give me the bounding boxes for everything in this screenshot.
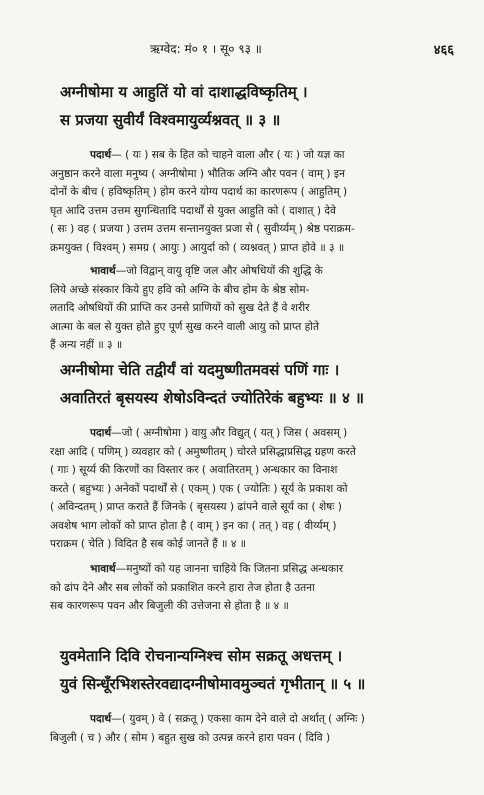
running-title: ऋग्वेद: मं० १ । सू० ९३ ॥ [150,42,262,56]
padarth-3-line: पदार्थ— ( यः ) सब के हित को चाहने वाला और ( यः ) जो यज्ञ का [90,149,345,161]
padarth-5 [50,710,460,747]
padarth-3-line: ( सः ) वह ( प्रजया ) उत्तम उत्तम सन्तानयुक्त प्रजा से ( सुवीर्य्यम् ) श्रेष्ठ पराक्रम- [50,223,355,235]
padarth-4-line: रक्षा आदि ( पणिम् ) व्यवहार को ( अमुष्णीतम् ) चोरते प्रसिद्धाप्रसिद्ध ग्रहण करते [50,445,356,458]
padarth-3-line: अनुष्ठान करने वाला मनुष्य ( अग्नीषोमा ) भौतिक अग्नि और पवन ( वाम् ) इन [50,167,345,180]
bhavarth-4 [50,560,460,616]
padarth-4 [50,424,460,554]
bhavarth-label: भावार्थ [90,265,116,277]
padarth-3-line: क्रमयुक्त ( विश्वम् ) समग्र ( आयुः ) आयुर्दा को ( व्यश्नवत् ) प्राप्त होवे ॥ ३ ॥ [50,241,345,254]
bhavarth-3-line: भावार्थ—जो विद्वान् वायु वृष्टि जल और ओषधियों की शुद्धि के [90,265,323,277]
bhavarth-4-line: भावार्थ—मनुष्यों को यह जानना चाहिये कि जितना प्रसिद्ध अन्धकार [90,563,344,575]
page-number: ४६६ [433,43,454,58]
mantra-3 [50,78,460,134]
page-header [0,40,484,60]
padarth-3-line: घृत आदि उत्तम उत्तम सुगन्धितादि पदार्थों से युक्त आहुति को ( दाशात् ) देवे [50,204,336,217]
padarth-3 [50,146,460,257]
padarth-label: पदार्थ [90,149,112,161]
padarth-4-line: पदार्थ—जो ( अग्नीषोमा ) वायु और विद्युत् ( यत् ) जिस ( अवसम् ) [90,427,348,439]
mantra-5-line-2: युवं सिन्धूँरभिशस्तेरवद्यादग्नीषोमावमुञ्चतं गृभीतान् ॥ ५ ॥ [60,675,366,693]
padarth-4-line: अवशेष भाग लोकों को प्राप्त होता है ( वाम् ) इन का ( तत् ) वह ( वीर्य्यम् ) [50,519,337,532]
padarth-label: पदार्थ [90,427,112,439]
mantra-4 [50,356,460,412]
padarth-4-line: पराक्रम ( चेति ) विदित है सब कोई जानते हैं ॥ ४ ॥ [50,538,247,550]
padarth-4-line: ( गाः ) सूर्य्य की किरणों का विस्तार कर ( अवातिरतम् ) अन्धकार का विनाश [50,464,338,476]
bhavarth-3-line: लिये अच्छे संस्कार किये हुए हवि को अग्नि के बीच होम के श्रेष्ठ सोम- [50,283,310,296]
padarth-3-line: दोनों के बीच ( हविष्कृतिम् ) होम करने योग्य पदार्थ का कारणरूप ( आहुतिम् ) [50,186,348,198]
padarth-4-line: करते ( बहुभ्यः ) अनेकों पदार्थों से ( एकम् ) एक ( ज्योतिः ) सूर्य के प्रकाश को [50,482,348,495]
padarth-label: पदार्थ [90,713,112,725]
bhavarth-label: भावार्थ [90,563,116,575]
padarth-4-line: ( अविन्दतम् ) प्राप्त कराते हैं जिनके ( बृसयस्य ) ढांपने वाले सूर्य का ( शेषः ) [50,501,342,513]
bhavarth-3 [50,262,460,355]
padarth-5-line: बिजुली ( च ) और ( सोम ) बहुत सुख को उत्पन्न करने हारा पवन ( दिवि ) [50,731,331,744]
bhavarth-4-line: सब कारणरूप पवन और बिजुली की उत्तेजना से होता है ॥ ४ ॥ [50,600,289,612]
bhavarth-3-line: हैं अन्य नहीं ॥ ३ ॥ [50,339,123,351]
padarth-5-line: पदार्थ—( युवम् ) वे ( सक्रतू ) एकसा काम देने वाले दो अर्थात् ( अग्निः ) [90,713,365,725]
mantra-5-line-1: युवमेतानि दिवि रोचनान्यग्निश्च सोम सक्रतू अधत्तम् । [60,647,343,665]
mantra-4-line-1: अग्नीषोमा चेति तद्वीर्यं वां यदमुष्णीतमवसं पणिं गाः । [60,361,340,379]
bhavarth-3-line: लतादि ओषधियों की प्राप्ति कर उनसे प्राणियों को सुख देते हैं वे शरीर [50,302,310,314]
mantra-3-line-1: अग्नीषोमा य आहुतिं यो वां दाशाद्धविष्कृतिम् । [60,83,308,101]
mantra-4-line-2: अवातिरतं बृसयस्य शेषोऽविन्दतं ज्योतिरेकं बहुभ्यः ॥ ४ ॥ [60,389,364,407]
bhavarth-3-line: आत्मा के बल से युक्त होते हुए पूर्ण सुख करने वाली आयु को प्राप्त होते [50,320,320,333]
mantra-3-line-2: स प्रजया सुवीर्यं विश्वमायुर्व्यश्नवत् ॥ ३ ॥ [60,111,281,129]
bhavarth-4-line: को ढांप देने और सब लोकों को प्रकाशित करने हारा तेज होता है उतना [50,581,315,594]
mantra-5 [50,642,460,698]
